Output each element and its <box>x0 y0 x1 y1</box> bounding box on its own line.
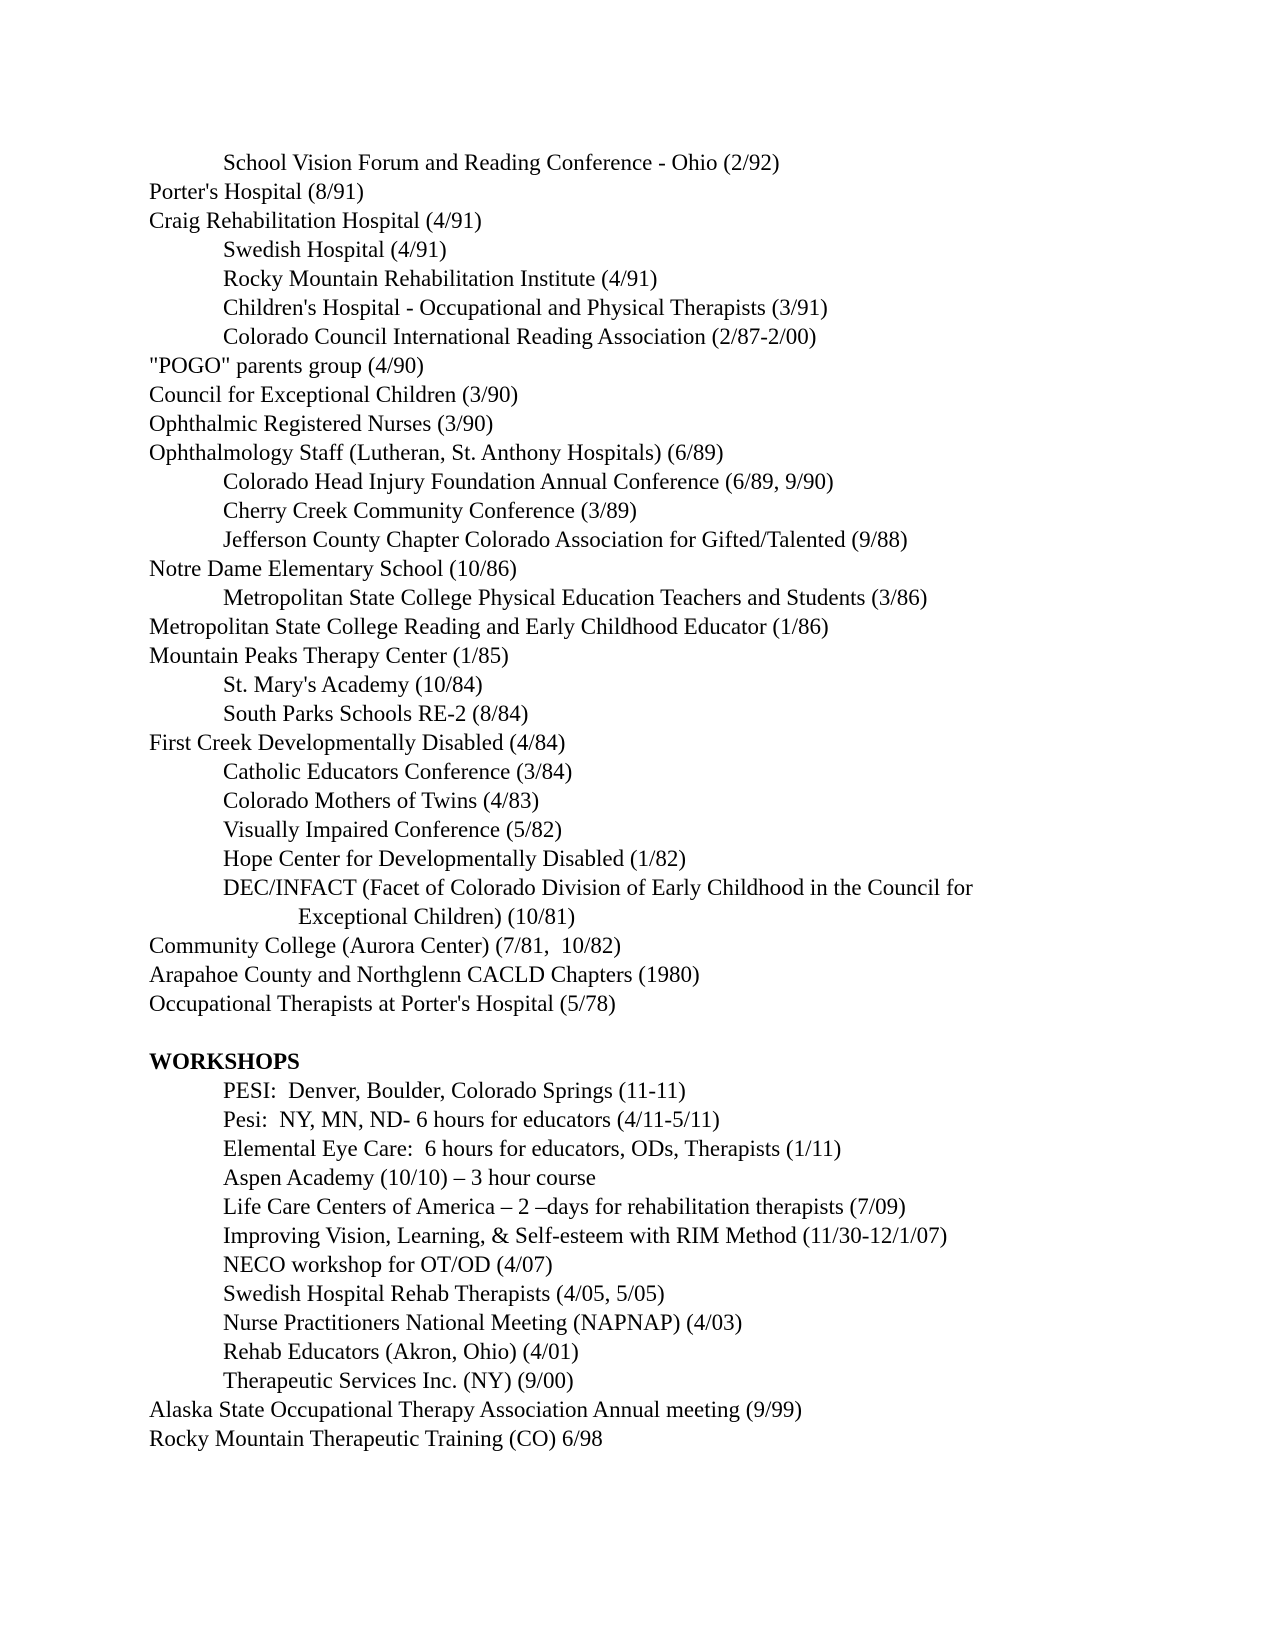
list-item: School Vision Forum and Reading Conference - Ohio (2/92) <box>223 150 780 175</box>
list-item: Visually Impaired Conference (5/82) <box>223 817 563 842</box>
list-item: DEC/INFACT (Facet of Colorado Division of Early Childhood in the Council for <box>223 875 973 900</box>
list-item: Council for Exceptional Children (3/90) <box>149 382 519 407</box>
list-item: Metropolitan State College Physical Education Teachers and Students (3/86) <box>223 585 928 610</box>
list-item: St. Mary's Academy (10/84) <box>223 672 483 697</box>
list-item: Porter's Hospital (8/91) <box>149 179 364 204</box>
list-item: Craig Rehabilitation Hospital (4/91) <box>149 208 482 233</box>
list-item: Pesi: NY, MN, ND- 6 hours for educators (4/11-5/11) <box>223 1107 720 1132</box>
list-item: Rocky Mountain Rehabilitation Institute (4/91) <box>223 266 658 291</box>
list-item: Children's Hospital - Occupational and Physical Therapists (3/91) <box>223 295 828 320</box>
list-item: Ophthalmology Staff (Lutheran, St. Anthony Hospitals) (6/89) <box>149 440 724 465</box>
list-item: Cherry Creek Community Conference (3/89) <box>223 498 637 523</box>
list-item: Jefferson County Chapter Colorado Association for Gifted/Talented (9/88) <box>223 527 908 552</box>
list-item: "POGO" parents group (4/90) <box>149 353 424 378</box>
list-item: Therapeutic Services Inc. (NY) (9/00) <box>223 1368 574 1393</box>
list-item: Colorado Council International Reading Association (2/87-2/00) <box>223 324 817 349</box>
list-item: Ophthalmic Registered Nurses (3/90) <box>149 411 494 436</box>
list-item: Rehab Educators (Akron, Ohio) (4/01) <box>223 1339 579 1364</box>
section-heading: WORKSHOPS <box>149 1049 300 1074</box>
list-item: Nurse Practitioners National Meeting (NAPNAP) (4/03) <box>223 1310 743 1335</box>
list-item: Improving Vision, Learning, & Self-esteem with RIM Method (11/30-12/1/07) <box>223 1223 948 1248</box>
list-item: PESI: Denver, Boulder, Colorado Springs (11-11) <box>223 1078 686 1103</box>
list-item: Alaska State Occupational Therapy Association Annual meeting (9/99) <box>149 1397 802 1422</box>
list-item: Notre Dame Elementary School (10/86) <box>149 556 517 581</box>
list-item: First Creek Developmentally Disabled (4/84) <box>149 730 566 755</box>
list-item: Mountain Peaks Therapy Center (1/85) <box>149 643 509 668</box>
list-item: Swedish Hospital (4/91) <box>223 237 447 262</box>
list-item: Life Care Centers of America – 2 –days for rehabilitation therapists (7/09) <box>223 1194 906 1219</box>
list-item: Rocky Mountain Therapeutic Training (CO) 6/98 <box>149 1426 603 1451</box>
list-item: Community College (Aurora Center) (7/81, 10/82) <box>149 933 622 958</box>
list-item: Hope Center for Developmentally Disabled (1/82) <box>223 846 687 871</box>
list-item: South Parks Schools RE-2 (8/84) <box>223 701 529 726</box>
list-item: Colorado Head Injury Foundation Annual Conference (6/89, 9/90) <box>223 469 834 494</box>
list-item: Aspen Academy (10/10) – 3 hour course <box>223 1165 597 1190</box>
list-item: NECO workshop for OT/OD (4/07) <box>223 1252 553 1277</box>
list-item: Catholic Educators Conference (3/84) <box>223 759 573 784</box>
list-item-continuation: Exceptional Children) (10/81) <box>298 904 576 929</box>
list-item: Arapahoe County and Northglenn CACLD Chapters (1980) <box>149 962 700 987</box>
list-item: Colorado Mothers of Twins (4/83) <box>223 788 540 813</box>
list-item: Elemental Eye Care: 6 hours for educators, ODs, Therapists (1/11) <box>223 1136 842 1161</box>
list-item: Swedish Hospital Rehab Therapists (4/05, 5/05) <box>223 1281 665 1306</box>
list-item: Occupational Therapists at Porter's Hospital (5/78) <box>149 991 616 1016</box>
list-item: Metropolitan State College Reading and Early Childhood Educator (1/86) <box>149 614 829 639</box>
